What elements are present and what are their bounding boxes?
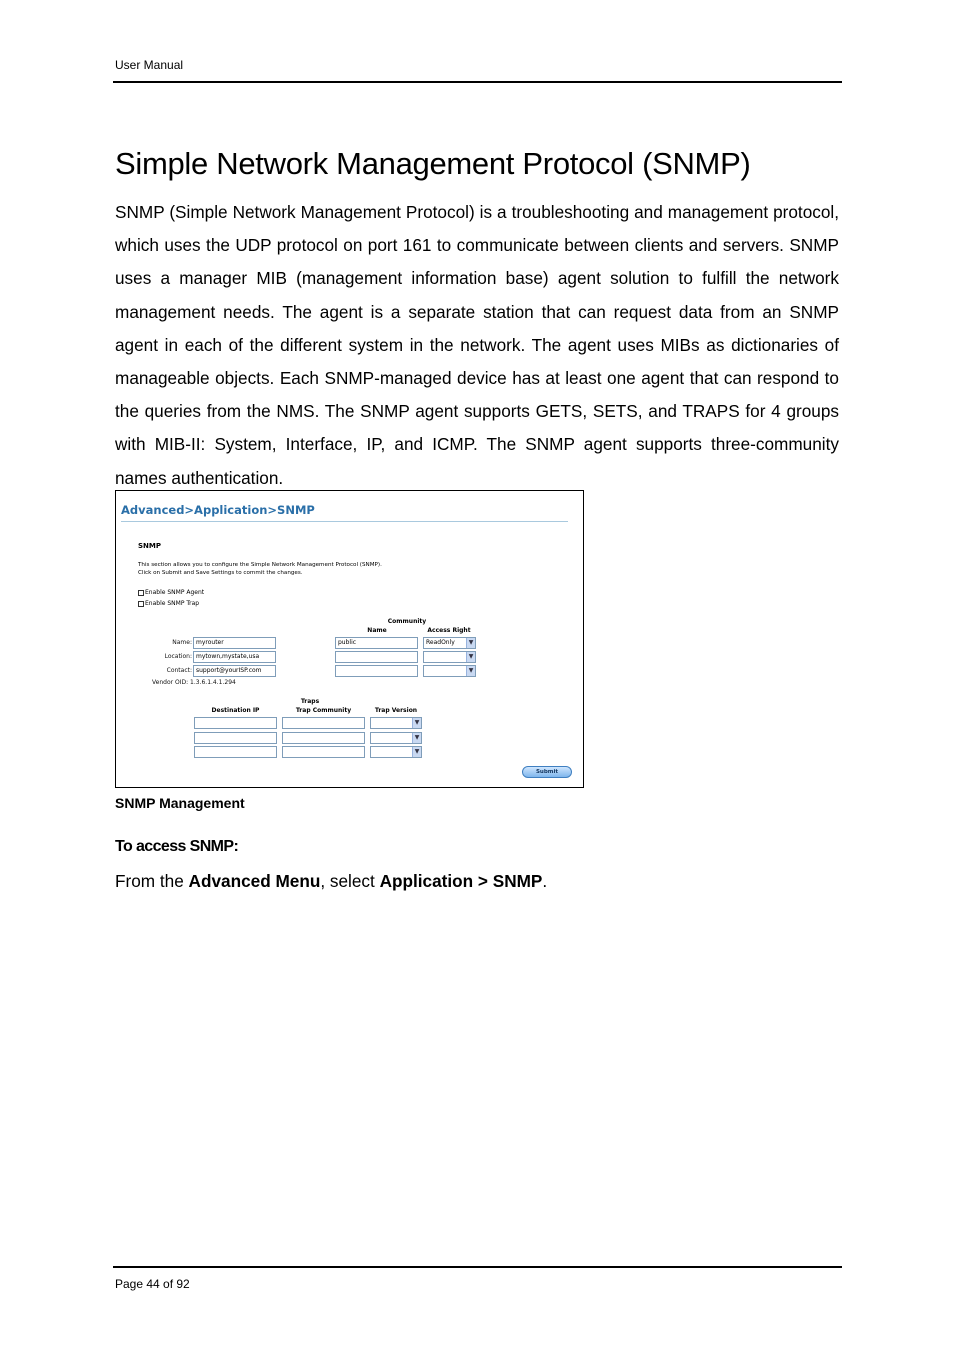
community-name-input[interactable]: public: [335, 637, 418, 649]
chevron-down-icon[interactable]: ▼: [412, 718, 421, 728]
access-right-select[interactable]: [423, 637, 476, 649]
description-line-2: Click on Submit and Save Settings to commit the changes.: [138, 570, 303, 577]
chevron-down-icon[interactable]: ▼: [466, 666, 475, 676]
enable-snmp-agent-label: Enable SNMP Agent: [145, 589, 205, 596]
contact-label: Contact:: [166, 667, 192, 674]
section-description: [138, 561, 468, 578]
application-snmp-term: Application > SNMP: [379, 871, 543, 891]
description-line-1: This section allows you to configure the Simple Network Management Protocol (SNMP).: [138, 562, 382, 568]
enable-snmp-trap-label: Enable SNMP Trap: [145, 600, 200, 607]
chevron-down-icon[interactable]: ▼: [412, 747, 421, 757]
trap-version-header: Trap Version: [374, 707, 418, 714]
access-right-select[interactable]: [423, 665, 476, 677]
checkbox-icon[interactable]: [138, 601, 144, 607]
header-rule: [113, 81, 842, 83]
vendor-oid: Vendor OID: 1.3.6.1.4.1.294: [152, 679, 236, 686]
trap-community-input[interactable]: [282, 732, 365, 744]
advanced-menu-term: Advanced Menu: [188, 871, 321, 891]
system-name-input[interactable]: myrouter: [193, 637, 276, 649]
page-number: Page 44 of 92: [115, 1277, 190, 1291]
destination-ip-input[interactable]: [194, 746, 277, 758]
breadcrumb-divider: [121, 521, 568, 522]
trap-community-input[interactable]: [282, 717, 365, 729]
chevron-down-icon[interactable]: ▼: [466, 652, 475, 662]
location-input[interactable]: mytown,mystate,usa: [193, 651, 276, 663]
enable-snmp-trap-checkbox[interactable]: [138, 600, 199, 607]
trap-version-select[interactable]: [370, 732, 422, 744]
snmp-screenshot: [115, 490, 584, 788]
checkbox-icon[interactable]: [138, 590, 144, 596]
community-name-input[interactable]: [335, 665, 418, 677]
chevron-down-icon[interactable]: ▼: [412, 733, 421, 743]
page-title: Simple Network Management Protocol (SNMP): [115, 146, 751, 181]
access-text-1: From the: [115, 871, 189, 891]
section-title: SNMP: [138, 542, 161, 550]
intro-paragraph: SNMP (Simple Network Management Protocol) is a troubleshooting and management protocol, which uses the UDP protocol on port 161 to communicate between clients and servers. SNMP uses a manager MIB (management information base) agent solution to fulfill the network management needs. The agent is a separate station that can request data from an SNMP agent in each of the different system in the network. The agent uses MIBs as dictionaries of manageable objects. Each SNMP-managed device has at least one agent that can respond to the queries from the NMS. The SNMP agent supports GETS, SETS, and TRAPS for 4 groups with MIB-II: System, Interface, IP, and ICMP. The SNMP agent supports three-community names authentication.: [115, 202, 839, 488]
access-text-2: , select: [320, 871, 380, 891]
enable-snmp-agent-checkbox[interactable]: [138, 589, 204, 596]
running-header: User Manual: [115, 58, 184, 72]
location-label: Location:: [164, 653, 192, 660]
access-right-select[interactable]: [423, 651, 476, 663]
chevron-down-icon[interactable]: ▼: [466, 638, 475, 648]
trap-version-select[interactable]: [370, 717, 422, 729]
trap-version-select[interactable]: [370, 746, 422, 758]
breadcrumb: Advanced>Application>SNMP: [121, 503, 315, 517]
destination-ip-input[interactable]: [194, 732, 277, 744]
trap-community-header: Trap Community: [295, 707, 352, 714]
name-label: Name:: [172, 639, 192, 646]
submit-button[interactable]: Submit: [522, 766, 572, 778]
community-name-input[interactable]: [335, 651, 418, 663]
trap-community-input[interactable]: [282, 746, 365, 758]
section-subheading: To access SNMP:: [115, 838, 239, 855]
access-instructions: [115, 871, 547, 892]
destination-ip-header: Destination IP: [211, 707, 260, 714]
community-name-header: Name: [367, 627, 387, 634]
destination-ip-input[interactable]: [194, 717, 277, 729]
access-text-3: .: [542, 871, 548, 891]
community-header: Community: [387, 618, 427, 625]
traps-header: Traps: [300, 698, 320, 705]
contact-input[interactable]: support@yourISP.com: [193, 665, 276, 677]
access-right-header: Access Right: [427, 627, 471, 634]
access-right-value: ReadOnly: [426, 639, 455, 646]
footer-rule: [113, 1266, 842, 1268]
figure-caption: SNMP Management: [115, 795, 245, 811]
